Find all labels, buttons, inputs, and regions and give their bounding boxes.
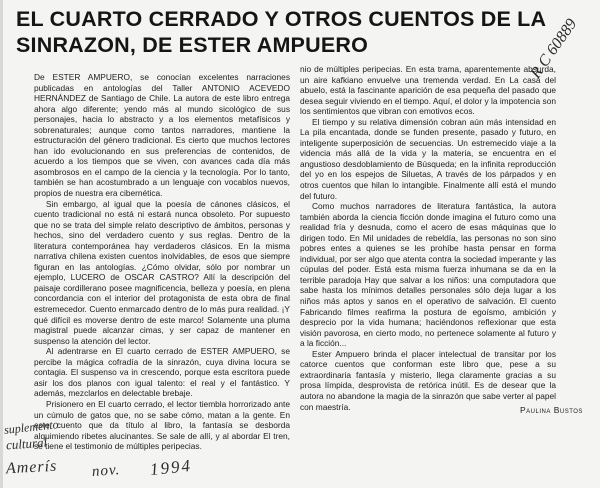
archive-code-annotation: R C 60889	[527, 15, 581, 82]
handwritten-note-year: 1994	[149, 455, 193, 480]
paragraph: De ESTER AMPUERO, se conocían excelentes narraciones publicadas en antologías del Taller ANTONIO ACEVEDO HERNÁNDEZ de Santiago de Chile. La autora de este libro entrega ahora algo diferente; yendo más al mundo sicológico de sus personajes, hacia lo abstracto y a los elementos metafísicos y sobrenaturales; aunque como tantos narradores, mantiene la estructuración del género tradicional. Es cierto que muchos lectores han ido evolucionando en sus preferencias de contenidos, de acuerdo a los tiempos que se viven, con avances cada día más asombrosos en el campo de la ciencia y la tecnología. Por lo tanto, también se han acostumbrado a un lenguaje con vocablos nuevos, propios de nuestra era cibernética.	[34, 72, 290, 199]
left-column	[34, 72, 290, 452]
paragraph: El tiempo y su relativa dimensión cobran aún más intensidad en La pila encantada, donde se funden presente, pasado y futuro, en inteligente superposición de secuencias. Un estremecido viaje a la videncia más allá de la vida y la materia, se encuentra en el angustioso desdoblamiento de Búsqueda; en la infinita reproducción del yo en los espejos de Siluetas, A través de los párpados y en otros cuentos que hilan lo intangible. Finalmente allí está el mundo del futuro.	[300, 116, 556, 201]
right-column	[300, 64, 556, 412]
handwritten-note-supplement: suplemento	[3, 417, 60, 437]
paragraph: nio de múltiples peripecias. En esta trama, aparentemente absurda, un aire kafkiano envuelve una tremenda verdad. En La casa del abuelo, está la fascinante aparición de esa pequeña del pasado que desea seguir viviendo en el tiempo. Aquí, el dolor y la impotencia son los sentimientos que vibran con emotivos ecos.	[300, 64, 556, 117]
handwritten-note-month: nov.	[91, 462, 121, 480]
paragraph: Prisionero en El cuarto cerrado, el lector tiembla horrorizado ante un cúmulo de gatos que, no se sabe cómo, matan a la gente. En este cuento que da título al libro, la fantasía se desborda alquimiendo ribetes alucinantes. Se sale de allí, y al abordar El tren, se tiene el testimonio de múltiples peripecias.	[34, 398, 290, 452]
handwritten-note-place: Amerís	[5, 457, 58, 478]
paragraph: Al adentrarse en El cuarto cerrado de ESTER AMPUERO, se percibe la mágica cofradía de la sinrazón, cuya divina locura se contagia. El suspenso va in crescendo, porque esta escritora puede asir los dos planos con igual talento: el real y el fantástico. Y además, mezclarlos en delectable brebaje.	[34, 346, 290, 399]
scan-edge	[0, 0, 3, 488]
paragraph: Ester Ampuero brinda el placer intelectual de transitar por los catorce cuentos que conforman este libro que, pese a su extraordinaria fantasía y misterio, llega claramente gracias a su prosa límpida, desprovista de retórica inútil. Es de desear que la autora no abandone la magia de la sinrazón que sabe verter al papel con maestría.	[300, 348, 556, 412]
article-author: Paulina Bustos	[520, 405, 583, 415]
article-headline: EL CUARTO CERRADO Y OTROS CUENTOS DE LA SINRAZON, DE ESTER AMPUERO	[16, 7, 546, 57]
paragraph: Como muchos narradores de literatura fantástica, la autora también aborda la ciencia ficción donde imagina el futuro como una realidad fría y desnuda, como el acero de esas máquinas que lo dirigen todo. En Mil unidades de rebeldía, las personas no son sino pobres entes a quienes se les prohíbe hasta pensar en forma individual, por ser algo que atenta contra la sociedad imperante y las cúpulas del poder. Está esta misma fuerza inhumana se da en la terrible paradoja Hay que salvar a los niños: una computadora que sabe hasta los mínimos detalles personales sólo deja lugar a los niños más aptos y sanos en el operativo de salvación. El cuento Fabricando filmes reafirma la postura de egoísmo, ambición y desprecio por la vida humana; haciéndonos reflexionar que esta visión pavorosa, en cierto modo, no pertenece solamente al futuro y a la ficción...	[300, 201, 556, 349]
paragraph: Sin embargo, al igual que la poesía de cánones clásicos, el cuento tradicional no está ni estará nunca obsoleto. Por supuesto que no se trata del simple relato descriptivo de ámbitos, personas y hechos, sino del verdadero cuento y sus reglas. Dentro de la literatura contemporánea hay verdaderos clásicos. En la misma narrativa chilena existen cuentos inolvidables, de esos que siempre figuran en las antologías. ¿Cómo olvidar, sólo por nombrar un ejemplo, LUCERO de OSCAR CASTRO? Allí la descripción del paisaje cordillerano posee magnificencia, belleza y poesía, en plena concordancia con el interior del protagonista de esta obra de final estremecedor. Cuento enmarcado dentro de lo más pura realidad. ¡Y qué difícil es moverse dentro de este marco! Solamente una pluma magistral puede alcanzar cimas, y ser capaz de mantener en suspenso la atención del lector.	[34, 198, 290, 346]
handwritten-note-cultural: cultural	[5, 434, 48, 453]
